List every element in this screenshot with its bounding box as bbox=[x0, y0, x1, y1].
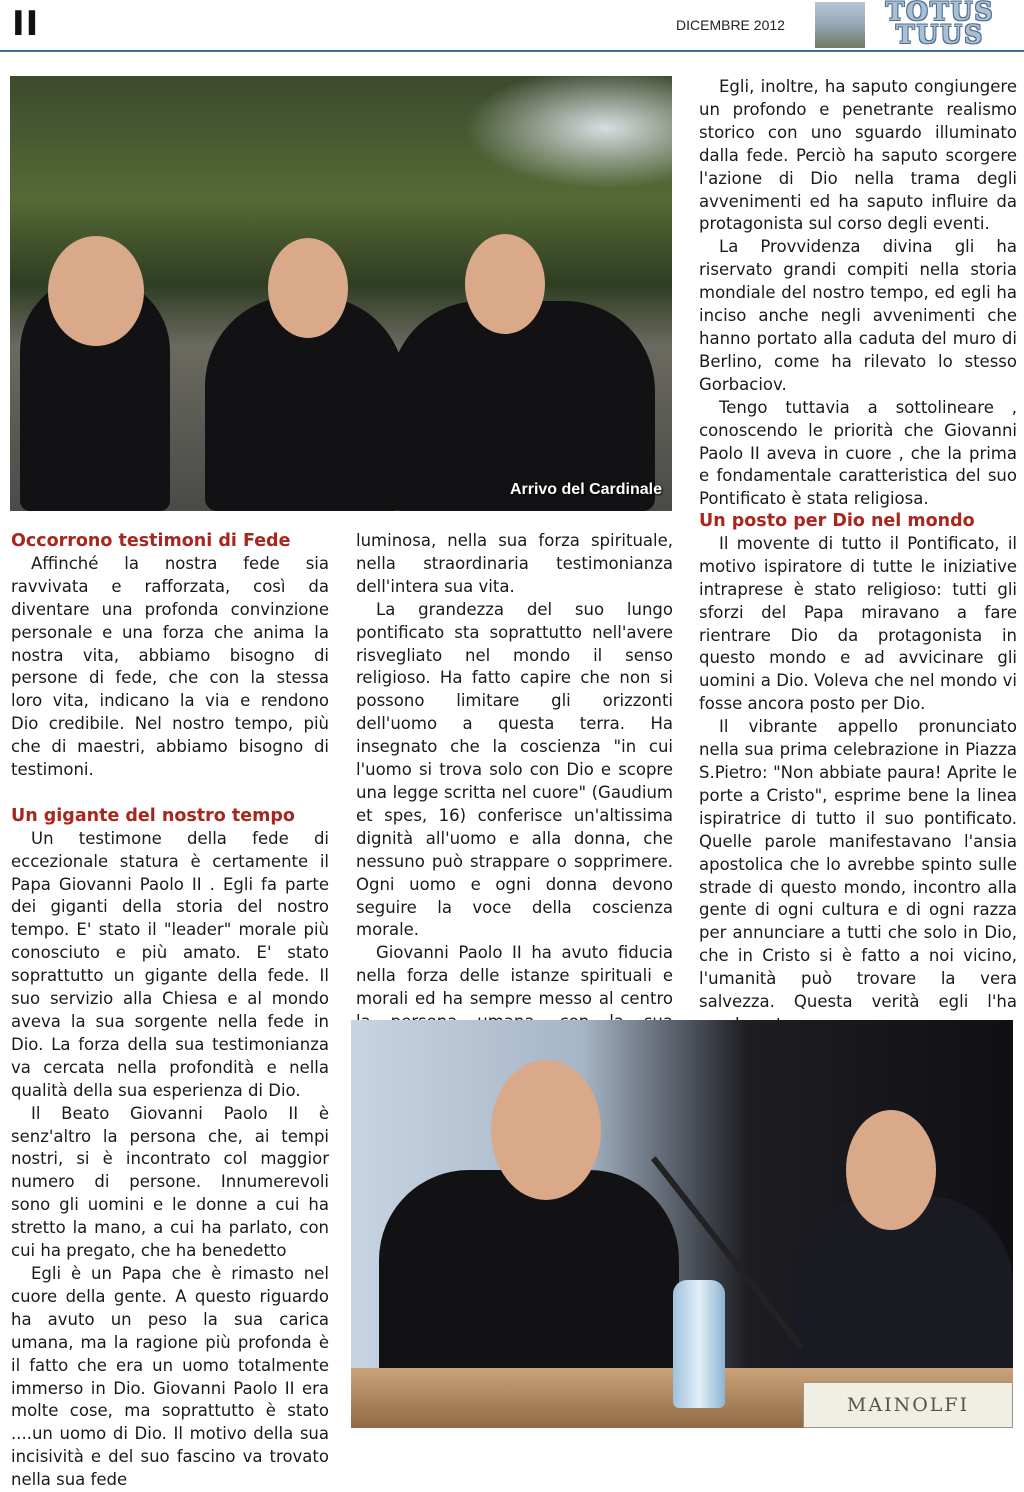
photo-nameplate: MAINOLFI bbox=[803, 1382, 1013, 1428]
paragraph: luminosa, nella sua forza spirituale, nella straordinaria testimonianza dell'intera sua vita. bbox=[356, 531, 673, 596]
paragraph: Un testimone della fede di eccezionale statura è certamente il Papa Giovanni Paolo II . Egli fa parte dei giganti della storia del nostro tempo. E' stato il "leader" morale più conosciuto e più amato. E' stato soprattutto un gigante della fede. Il suo servizio alla Chiesa e al mondo aveva la sua sorgente nella fede in Dio. La forza della sua testimonianza va cercata nella profondità e nella qualità della sua esperienza di Dio. bbox=[11, 828, 329, 1100]
photo-figure bbox=[390, 301, 655, 511]
photo-figure-head bbox=[48, 236, 144, 346]
paragraph: Il vibrante appello pronunciato nella sua prima celebrazione in Piazza S.Pietro: "Non abbiate paura! Aprite le porte a Cristo", esprime bene la linea ispiratrice di tutto il suo pontificato. Quelle parole manifestavano l'ansia apostolica che lo avrebbe spinto sulle strade di questo mondo, incontro alla gente di ogni cultura e di ogni razza per annunciare a tutti che solo in Dio, che in Cristo si è fatto a noi vicino, l'umanità può trovare la vera salvezza. Questa verità egli l'ha bbox=[699, 717, 1017, 1012]
paragraph: Affinché la nostra fede sia ravvivata e rafforzata, così da diventare una profonda convinzione personale e una forza che anima la nostra vita, abbiamo bisogno di persone di fede, che con la stessa loro vita, indicano la via e rendono Dio credibile. Nel nostro tempo, più che di maestri, abbiamo bisogno di testimoni. bbox=[11, 553, 329, 780]
photo-cardinal-arrival bbox=[10, 76, 672, 511]
issue-date: DICEMBRE 2012 bbox=[676, 17, 785, 33]
logo-line-1: TOTUS bbox=[885, 0, 995, 26]
paragraph: Il Beato Giovanni Paolo II è senz'altro la persona che, ai tempi nostri, si è incontrato col maggior numero di persone. Innumerevoli sono gli uomini e le donne a cui ha stretto la mano, a cui ha parlato, con cui ha pregato, che ha benedetto bbox=[11, 1103, 329, 1261]
photo-figure-head bbox=[846, 1110, 936, 1230]
photo-conference bbox=[351, 1020, 1013, 1428]
photo-water-bottle bbox=[673, 1280, 725, 1408]
paragraph: Giovanni Paolo II ha avuto fiducia nella forza delle istanze spirituali e morali ed ha sempre messo al centro bbox=[356, 943, 673, 1009]
header-rule bbox=[0, 50, 1024, 52]
photo-figure-head bbox=[465, 234, 545, 334]
logo-line-2: TUUS bbox=[895, 20, 985, 49]
paragraph: Tengo tuttavia a sottolineare , conoscendo le priorità che Giovanni Paolo II aveva in cuore , che la prima e fondamentale caratteristica del suo Pontificato è stata religiosa. bbox=[699, 397, 1017, 509]
paragraph: La Provvidenza divina gli ha riservato grandi compiti nella storia mondiale del nostro tempo, ed egli ha inciso anche negli avvenimenti che hanno portato alla caduta del muro di Berlino, come ha rilevato lo stesso Gorbaciov. bbox=[699, 237, 1017, 394]
column-3-bottom bbox=[699, 510, 1017, 1037]
paragraph: Il movente di tutto il Pontificato, il motivo ispiratore di tutte le iniziative intraprese è stato religioso: tutti gli sforzi del Papa miravano a fare rientrare Dio da protagonista in questo mondo e ad avvicinare gli uomini a Dio. Voleva che nel mondo vi fosse ancora posto per Dio. bbox=[699, 533, 1017, 714]
photo-figure-head bbox=[491, 1060, 601, 1200]
paragraph: Egli, inoltre, ha saputo congiungere un profondo e penetrante realismo storico con uno sguardo illuminato dalla fede. Perciò ha saputo scorgere l'azione di Dio nella trama degli avvenimenti ed ha saputo influire da protagonista sul corso degli eventi. bbox=[699, 77, 1017, 234]
paragraph: La grandezza del suo lungo pontificato sta soprattutto nell'avere risvegliato nel mondo il senso religioso. Ha fatto capire che non si possono limitare gli orizzonti dell'uomo a questa terra. Ha insegnato che la coscienza "in cui l'uomo si trova solo con Dio e scopre una legge scritta nel cuore" (Gaudium et spes, 16) conferisce un'altissima dignità all'uomo e alla donna, che nessuno può strappare o sopprimere. Ogni uomo e ogni donna devono seguire la voce della coscienza morale. bbox=[356, 599, 673, 940]
paragraph: Egli è un Papa che è rimasto nel cuore della gente. A questo riguardo ha avuto un peso la sua carica umana, ma la ragione più profonda è il fatto che era un uomo totalmente immerso in Dio. Giovanni Paolo II era molte cose, ma soprattutto è stato ....un uomo di Dio. Il motivo della sua incisività e del suo fascino va trovato nella sua fede bbox=[11, 1263, 329, 1490]
column-2 bbox=[356, 530, 673, 1057]
column-3-top bbox=[699, 76, 1017, 511]
page-number: II bbox=[12, 4, 40, 44]
section-heading: Un gigante del nostro tempo bbox=[11, 805, 295, 826]
logo-basilica-image bbox=[815, 2, 865, 48]
section-heading: Un posto per Dio nel mondo bbox=[699, 511, 975, 531]
photo-figure-head bbox=[268, 238, 348, 338]
photo-caption: Arrivo del Cardinale bbox=[509, 481, 662, 498]
page-header bbox=[0, 0, 1024, 52]
column-1 bbox=[11, 530, 329, 1492]
masthead-logo bbox=[862, 0, 1018, 49]
section-heading: Occorrono testimoni di Fede bbox=[11, 531, 291, 551]
